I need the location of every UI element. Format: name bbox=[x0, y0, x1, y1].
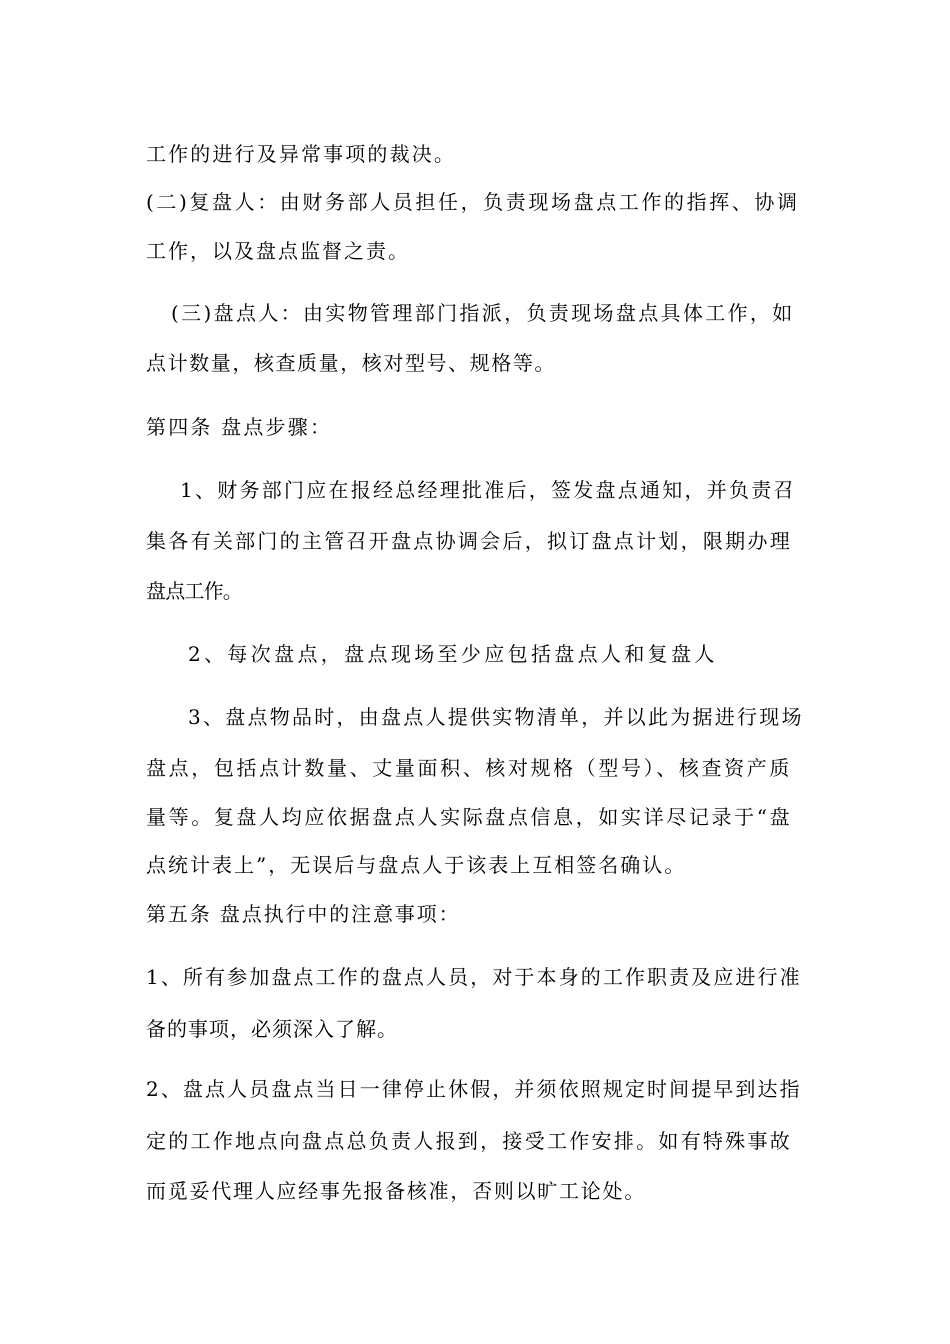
text-line: 集各有关部门的主管召开盘点协调会后，拟订盘点计划，限期办理 bbox=[146, 529, 792, 553]
text-line: 而觅妥代理人应经事先报备核准，否则以旷工论处。 bbox=[146, 1179, 646, 1203]
text-line: 1、所有参加盘点工作的盘点人员，对于本身的工作职责及应进行准 bbox=[146, 965, 802, 989]
text-line: 1、财务部门应在报经总经理批准后，签发盘点通知，并负责召 bbox=[180, 478, 796, 502]
text-line: 工作的进行及异常事项的裁决。 bbox=[146, 142, 456, 166]
text-line: 备的事项，必须深入了解。 bbox=[146, 1017, 398, 1041]
text-line: (二)复盘人：由财务部人员担任，负责现场盘点工作的指挥、协调 bbox=[146, 190, 800, 214]
text-line: (三)盘点人：由实物管理部门指派，负责现场盘点具体工作，如 bbox=[171, 301, 795, 325]
text-line: 量等。复盘人均应依据盘点人实际盘点信息，如实详尽记录于“盘 bbox=[146, 805, 793, 829]
text-line: 盘点，包括点计数量、丈量面积、核对规格（型号）、核查资产质 bbox=[146, 756, 792, 780]
text-line: 3、盘点物品时，由盘点人提供实物清单，并以此为据进行现场 bbox=[188, 705, 804, 729]
text-line: 点统计表上”，无误后与盘点人于该表上互相签名确认。 bbox=[146, 853, 687, 877]
text-line: 点计数量，核查质量，核对型号、规格等。 bbox=[146, 351, 556, 375]
text-line: 工作，以及盘点监督之责。 bbox=[146, 239, 410, 263]
section-heading: 第五条 盘点执行中的注意事项： bbox=[146, 902, 461, 926]
section-heading: 第四条 盘点步骤： bbox=[146, 415, 333, 439]
text-line: 2、每次盘点，盘点现场至少应包括盘点人和复盘人 bbox=[188, 642, 718, 666]
text-line: 2、盘点人员盘点当日一律停止休假，并须依照规定时间提早到达指 bbox=[146, 1077, 802, 1101]
text-line: 盘点工作。 bbox=[146, 579, 242, 603]
text-line: 定的工作地点向盘点总负责人报到，接受工作安排。如有特殊事故 bbox=[146, 1129, 792, 1153]
